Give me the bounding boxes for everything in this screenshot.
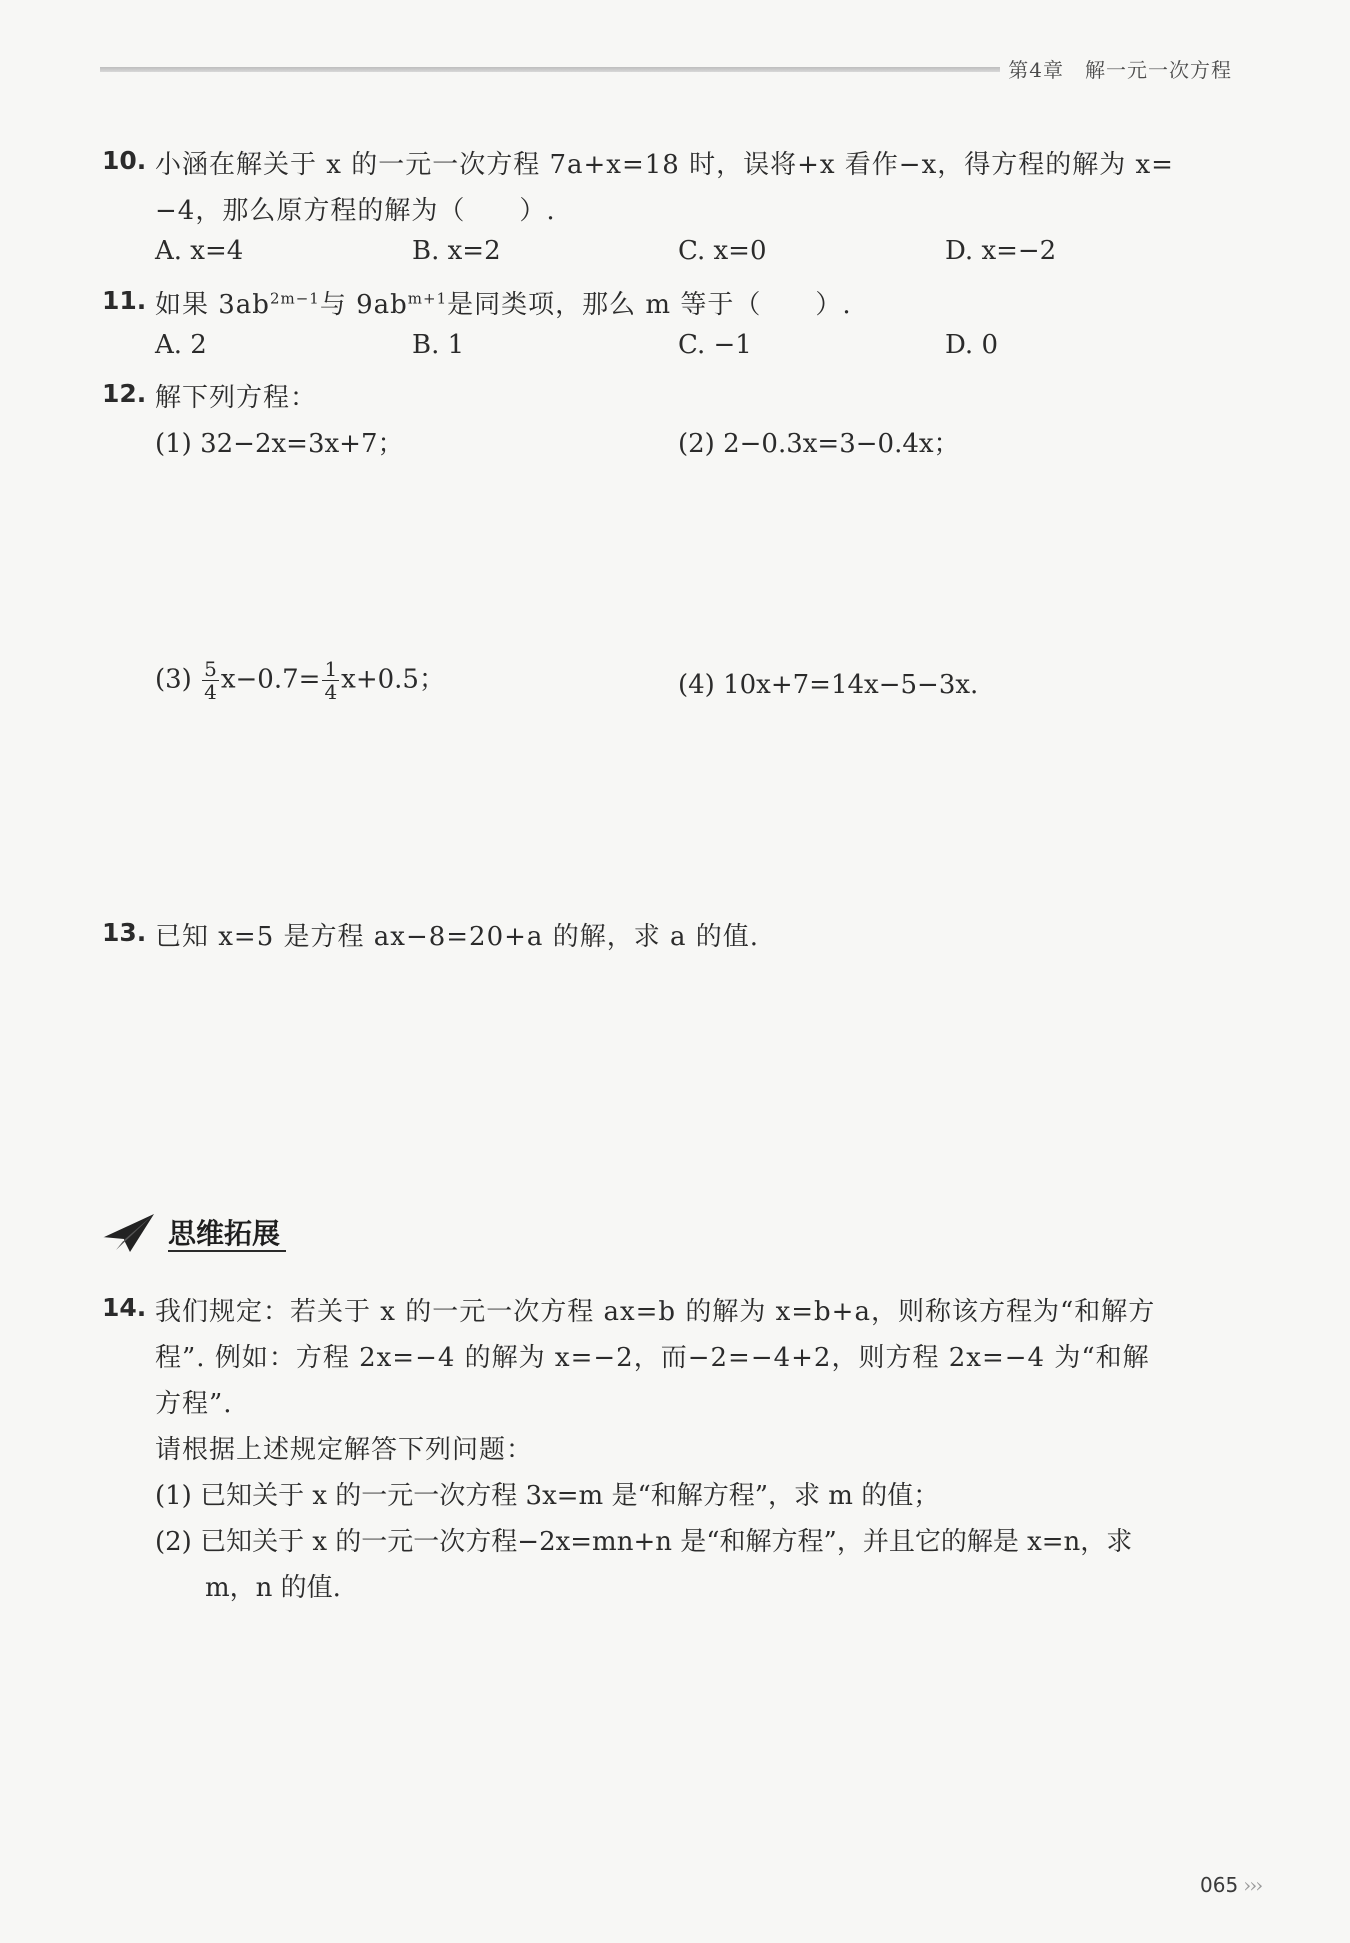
question-12-stem: 解下列方程： <box>155 383 318 413</box>
question-14-line-4: 请根据上述规定解答下列问题： <box>155 1435 534 1465</box>
question-11-post: 是同类项，那么 m 等于（ ）. <box>447 290 852 320</box>
question-11-mid: 与 9ab <box>319 290 408 320</box>
question-11-option-b: B. 1 <box>412 330 465 360</box>
fraction-one-fourth <box>322 658 339 703</box>
section-title-underline <box>168 1250 286 1252</box>
question-10-number: 10. <box>102 146 147 175</box>
question-11-exponent-1: 2m−1 <box>269 289 320 308</box>
question-11-exponent-2: m+1 <box>407 289 448 308</box>
question-10-line-2: −4，那么原方程的解为（ ）. <box>155 196 556 226</box>
question-11-option-a: A. 2 <box>155 330 207 360</box>
fraction-five-fourths <box>202 658 219 703</box>
question-12-part-1: (1) 32−2x=3x+7； <box>155 429 404 459</box>
question-11-number: 11. <box>102 286 147 315</box>
question-14-sub-2-continued: m，n 的值. <box>205 1573 341 1603</box>
chapter-header: 第4章 解一元一次方程 <box>1008 58 1232 82</box>
question-13-text: 已知 x=5 是方程 ax−8=20+a 的解，求 a 的值. <box>155 922 759 952</box>
question-11-pre: 如果 3ab <box>155 290 270 320</box>
question-10-option-b: B. x=2 <box>412 236 501 266</box>
question-10-line-1: 小涵在解关于 x 的一元一次方程 7a+x=18 时，误将+x 看作−x，得方程的解为 x= <box>155 150 1174 180</box>
question-14-line-2: 程”. 例如：方程 2x=−4 的解为 x=−2，而−2=−4+2，则方程 2x=−4 为“和解 <box>155 1343 1150 1373</box>
fraction-denominator: 4 <box>324 680 338 704</box>
question-12-part-4: (4) 10x+7=14x−5−3x. <box>678 670 979 700</box>
question-12-part-3-label: (3) <box>155 664 192 695</box>
page-footer <box>1200 1873 1261 1897</box>
page-number: 065 <box>1200 1873 1239 1897</box>
question-12-part-3 <box>155 658 445 703</box>
question-14-sub-1: (1) 已知关于 x 的一元一次方程 3x=m 是“和解方程”，求 m 的值； <box>155 1481 940 1511</box>
fraction-denominator: 4 <box>204 680 217 704</box>
fraction-numerator: 1 <box>324 657 338 681</box>
section-title: 思维拓展 <box>168 1217 281 1250</box>
question-14-line-3: 方程”. <box>155 1389 233 1419</box>
question-10-option-d: D. x=−2 <box>945 236 1057 266</box>
fraction-numerator: 5 <box>204 657 217 681</box>
question-13-number: 13. <box>102 918 147 947</box>
question-10-option-c: C. x=0 <box>678 236 767 266</box>
question-12-part-2: (2) 2−0.3x=3−0.4x； <box>678 429 960 459</box>
question-11-option-d: D. 0 <box>945 330 998 360</box>
question-12-number: 12. <box>102 379 147 408</box>
question-14-line-1: 我们规定：若关于 x 的一元一次方程 ax=b 的解为 x=b+a，则称该方程为“和解方 <box>155 1297 1156 1327</box>
chevron-right-icon: ››› <box>1243 1873 1262 1897</box>
question-14-sub-2: (2) 已知关于 x 的一元一次方程−2x=mn+n 是“和解方程”，并且它的解是 x=n，求 <box>155 1527 1133 1557</box>
question-10-option-a: A. x=4 <box>155 236 244 266</box>
question-11-option-c: C. −1 <box>678 330 752 360</box>
question-12-part-3-end: x+0.5； <box>341 664 445 695</box>
paper-plane-icon <box>100 1212 156 1254</box>
question-12-part-3-middle: x−0.7= <box>220 664 321 695</box>
header-rule <box>100 67 1000 72</box>
question-14-number: 14. <box>102 1293 147 1322</box>
question-11-text <box>155 284 852 321</box>
